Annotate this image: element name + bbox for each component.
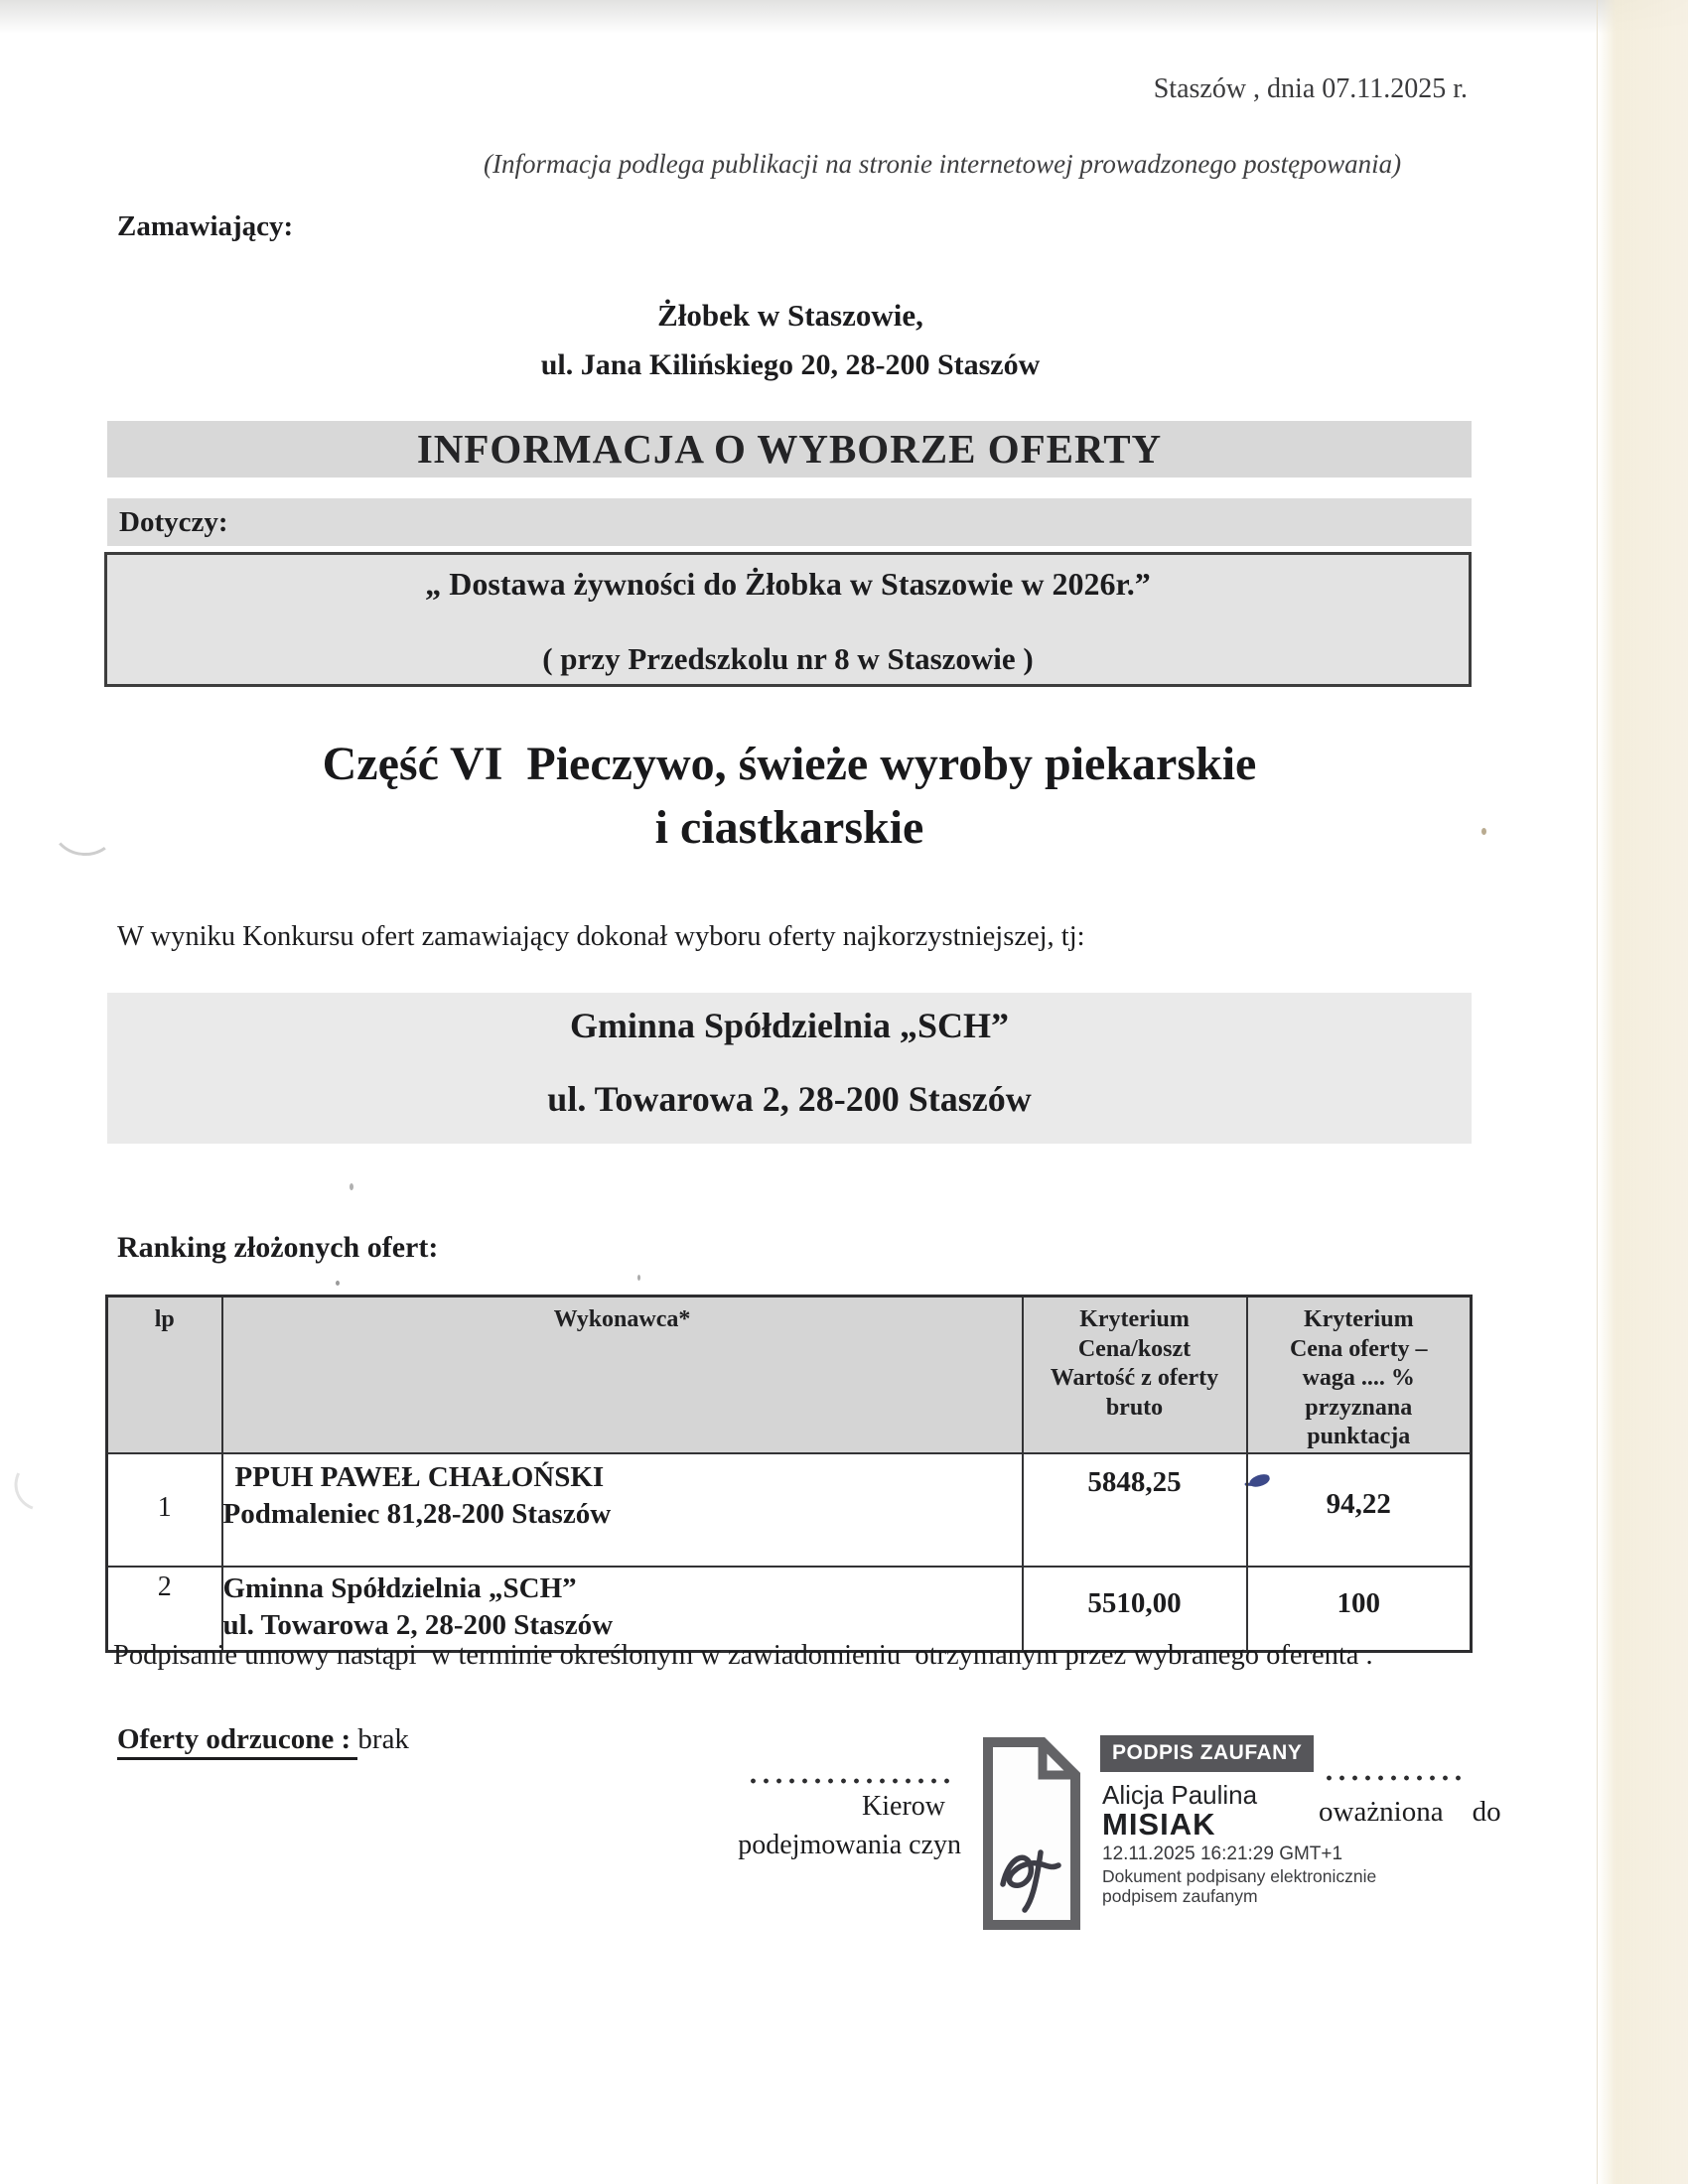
orderer-address: ul. Jana Kilińskiego 20, 28-200 Staszów xyxy=(540,348,1041,381)
scan-edge-strip xyxy=(1597,0,1688,2184)
col-header-contractor: Wykonawca* xyxy=(222,1297,1023,1453)
col-header-points xyxy=(1247,1297,1472,1453)
contractor-name: PPUH PAWEŁ CHAŁOŃSKI xyxy=(234,1460,605,1493)
document-title-bar: INFORMACJA O WYBORZE OFERTY xyxy=(107,421,1472,478)
row-contractor xyxy=(222,1453,1023,1567)
signer-surname: MISIAK xyxy=(1102,1807,1216,1842)
trusted-signature-document-icon xyxy=(979,1735,1084,1937)
trusted-signature-badge: PODPIS ZAUFANY xyxy=(1100,1735,1314,1772)
ranking-table xyxy=(105,1295,1473,1653)
signature-note-line2: podpisem zaufanym xyxy=(1102,1886,1258,1906)
table-row xyxy=(107,1453,1472,1567)
concerns-label-bar: Dotyczy: xyxy=(107,498,1472,546)
signature-caption-line1: Kierow xyxy=(862,1791,945,1822)
result-intro: W wyniku Konkursu ofert zamawiający dokonał wyboru oferty najkorzystniejszej, tj: xyxy=(117,921,1085,952)
publication-note: (Informacja podlega publikacji na stronie internetowej prowadzonego postępowania) xyxy=(484,149,1402,179)
col-price-line: Cena/koszt xyxy=(1077,1335,1192,1362)
rejected-offers-value: brak xyxy=(357,1723,409,1755)
contractor-address: ul. Towarowa 2, 28-200 Staszów xyxy=(222,1608,614,1641)
row-lp: 2 xyxy=(107,1567,222,1652)
part-title xyxy=(55,733,1524,860)
table-row xyxy=(107,1567,1472,1652)
scan-speck xyxy=(336,1281,340,1286)
signature-note-line1: Dokument podpisany elektronicznie xyxy=(1102,1866,1377,1886)
concerns-subject: „ Dostawa żywności do Żłobka w Staszowie w 2026r.” xyxy=(425,566,1151,602)
signing-note: Podpisanie umowy nastąpi w terminie określonym w zawiadomieniu otrzymanym przez wybranego oferenta . xyxy=(113,1640,1373,1671)
scan-artifact-arc xyxy=(6,1443,88,1522)
signature-dotted-line-right xyxy=(1323,1774,1462,1782)
concerns-location: ( przy Przedszkolu nr 8 w Staszowie ) xyxy=(542,641,1034,676)
rejected-offers-label: Oferty odrzucone : xyxy=(117,1723,357,1760)
orderer-name: Żłobek w Staszowie, xyxy=(657,298,923,333)
signature-dotted-line-left xyxy=(747,1777,957,1785)
scan-top-shadow xyxy=(0,0,1688,34)
row-lp: 1 xyxy=(107,1453,222,1567)
signature-note xyxy=(1102,1866,1376,1906)
winner-name: Gminna Spółdzielnia „SCH” xyxy=(569,1006,1010,1045)
row-price: 5848,25 xyxy=(1023,1453,1247,1567)
rejected-offers xyxy=(117,1723,409,1756)
winner-address: ul. Towarowa 2, 28-200 Staszów xyxy=(547,1079,1032,1119)
contractor-name: Gminna Spółdzielnia „SCH” xyxy=(222,1571,577,1604)
col-points-line: waga .... % xyxy=(1302,1365,1415,1391)
col-points-line: przyznana xyxy=(1305,1394,1413,1421)
ranking-heading: Ranking złożonych ofert: xyxy=(117,1231,439,1264)
orderer-label: Zamawiający: xyxy=(117,210,294,242)
scan-speck xyxy=(350,1183,353,1190)
col-price-line: Kryterium xyxy=(1079,1306,1190,1332)
col-points-line: Cena oferty – xyxy=(1289,1335,1428,1362)
document-date: Staszów , dnia 07.11.2025 r. xyxy=(1153,73,1468,104)
part-title-line2: i ciastkarskie xyxy=(654,801,924,854)
col-price-line: Wartość z oferty xyxy=(1050,1365,1219,1391)
row-points: 100 xyxy=(1247,1567,1472,1652)
row-contractor xyxy=(222,1567,1023,1652)
ranking-header-row xyxy=(107,1297,1472,1453)
signature-caption-right: oważniona do xyxy=(1319,1796,1501,1828)
signature-caption-line2: podejmowania czyn xyxy=(738,1830,961,1860)
signer-first-names: Alicja Paulina xyxy=(1102,1780,1258,1810)
col-points-line: punktacja xyxy=(1307,1424,1411,1449)
row-price: 5510,00 xyxy=(1023,1567,1247,1652)
col-header-price xyxy=(1023,1297,1247,1453)
signature-timestamp: 12.11.2025 16:21:29 GMT+1 xyxy=(1102,1843,1343,1864)
part-title-line1: Część VI Pieczywo, świeże wyroby piekarskie xyxy=(322,738,1257,790)
col-points-line: Kryterium xyxy=(1303,1306,1414,1332)
col-header-lp: lp xyxy=(107,1297,222,1453)
scan-speck xyxy=(637,1275,640,1281)
row-points: 94,22 xyxy=(1247,1453,1472,1567)
col-price-line: bruto xyxy=(1105,1394,1164,1421)
contractor-address: Podmaleniec 81,28-200 Staszów xyxy=(222,1497,612,1530)
